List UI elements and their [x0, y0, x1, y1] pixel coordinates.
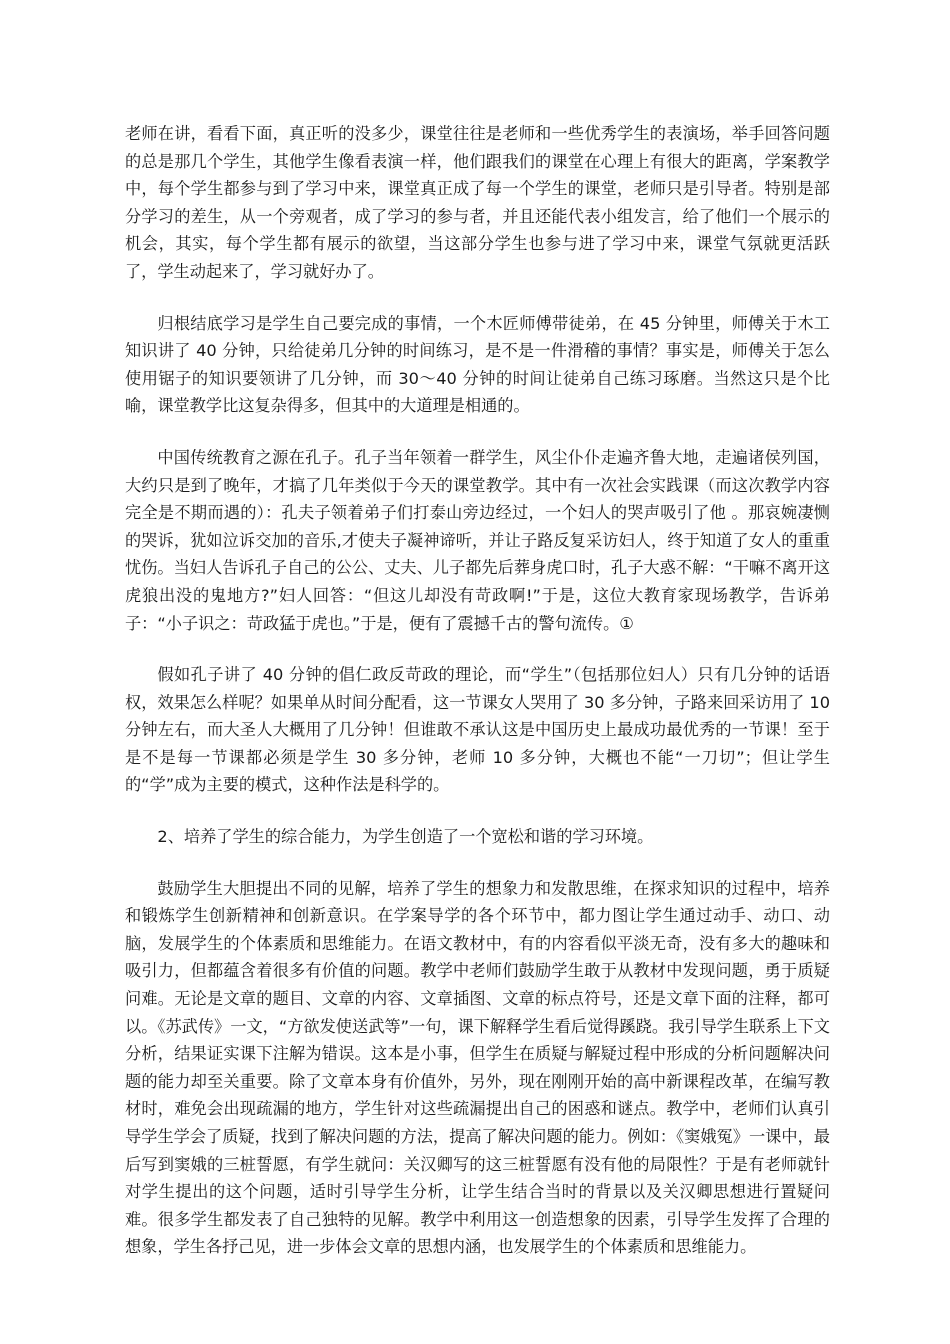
document-body	[125, 120, 830, 1285]
paragraph-confucius-time-analysis: 假如孔子讲了 40 分钟的倡仁政反苛政的理论，而“学生”（包括那位妇人）只有几分钟的话语权，效果怎么样呢？如果单从时间分配看，这一节课女人哭用了 30 多分钟，子路来回采访用了 10 分钟左右，而大圣人大概用了几分钟！但谁敢不承认这是中国历史上最成功最优秀的一节课！至于是不是每一节课都必须是学生 30 多分钟，老师 10 多分钟，大概也不能“一刀切”；但让学生的“学”成为主要的模式，这种作法是科学的。	[125, 665, 830, 795]
paragraph-questioning-skills: 鼓励学生大胆提出不同的见解，培养了学生的想象力和发散思维，在探求知识的过程中，培养和锻炼学生创新精神和创新意识。在学案导学的各个环节中，都力图让学生通过动手、动口、动脑，发展学生的个体素质和思维能力。在语文教材中，有的内容看似平淡无奇，没有多大的趣味和吸引力，但都蕴含着很多有价值的问题。教学中老师们鼓励学生敢于从教材中发现问题，勇于质疑问难。无论是文章的题目、文章的内容、文章插图、文章的标点符号，还是文章下面的注释，都可以。《苏武传》一文，“方欲发使送武等”一句，课下解释学生看后觉得蹊跷。我引导学生联系上下文分析，结果证实课下注解为错误。这本是小事，但学生在质疑与解疑过程中形成的分析问题解决问题的能力却至关重要。除了文章本身有价值外，另外，现在刚刚开始的高中新课程改革，在编写教材时，难免会出现疏漏的地方，学生针对这些疏漏提出自己的困惑和谜点。教学中，老师们认真引导学生学会了质疑，找到了解决问题的方法，提高了解决问题的能力。例如：《窦娥冤》一课中，最后写到窦娥的三桩誓愿，有学生就问：关汉卿写的这三桩誓愿有没有他的局限性？于是有老师就针对学生提出的这个问题，适时引导学生分析，让学生结合当时的背景以及关汉卿思想进行置疑问难。很多学生都发表了自己独特的见解。教学中利用这一创造想象的因素，引导学生发挥了合理的想象，学生各抒己见，进一步体会文章的思想内涵，也发展学生的个体素质和思维能力。	[125, 878, 830, 1257]
paragraph-classroom-participation: 老师在讲，看看下面，真正听的没多少，课堂往往是老师和一些优秀学生的表演场，举手回答问题的总是那几个学生，其他学生像看表演一样，他们跟我们的课堂在心理上有很大的距离，学案教学中，每个学生都参与到了学习中来，课堂真正成了每一个学生的课堂，老师只是引导者。特别是部分学习的差生，从一个旁观者，成了学习的参与者，并且还能代表小组发言，给了他们一个展示的机会，其实，每个学生都有展示的欲望，当这部分学生也参与进了学习中来，课堂气氛就更活跃了，学生动起来了，学习就好办了。	[125, 124, 830, 281]
section-heading-comprehensive-ability: 2、培养了学生的综合能力，为学生创造了一个宽松和谐的学习环境。	[157, 827, 654, 847]
paragraph-carpenter-analogy: 归根结底学习是学生自己要完成的事情，一个木匠师傅带徒弟，在 45 分钟里，师傅关于木工知识讲了 40 分钟，只给徒弟几分钟的时间练习，是不是一件滑稽的事情？事实是，师傅关于怎么使用锯子的知识要领讲了几分钟，而 30～40 分钟的时间让徒弟自己练习琢磨。当然这只是个比喻，课堂教学比这复杂得多，但其中的大道理是相通的。	[125, 313, 830, 416]
paragraph-confucius-story: 中国传统教育之源在孔子。孔子当年领着一群学生，风尘仆仆走遍齐鲁大地，走遍诸侯列国，大约只是到了晚年，才搞了几年类似于今天的课堂教学。其中有一次社会实践课（而这次教学内容完全是不期而遇的）：孔夫子领着弟子们打泰山旁边经过，一个妇人的哭声吸引了他 。那哀婉凄恻的哭诉，犹如泣诉交加的音乐,才使夫子凝神谛听，并让子路反复采访妇人，终于知道了女人的重重忧伤。当妇人告诉孔子自己的公公、丈夫、儿子都先后葬身虎口时，孔子大惑不解：“干嘛不离开这虎狼出没的鬼地方?”妇人回答：“但这儿却没有苛政啊!”于是，这位大教育家现场教学，告诉弟子：“小子识之：苛政猛于虎也。”于是，便有了震撼千古的警句流传。①	[125, 447, 830, 633]
